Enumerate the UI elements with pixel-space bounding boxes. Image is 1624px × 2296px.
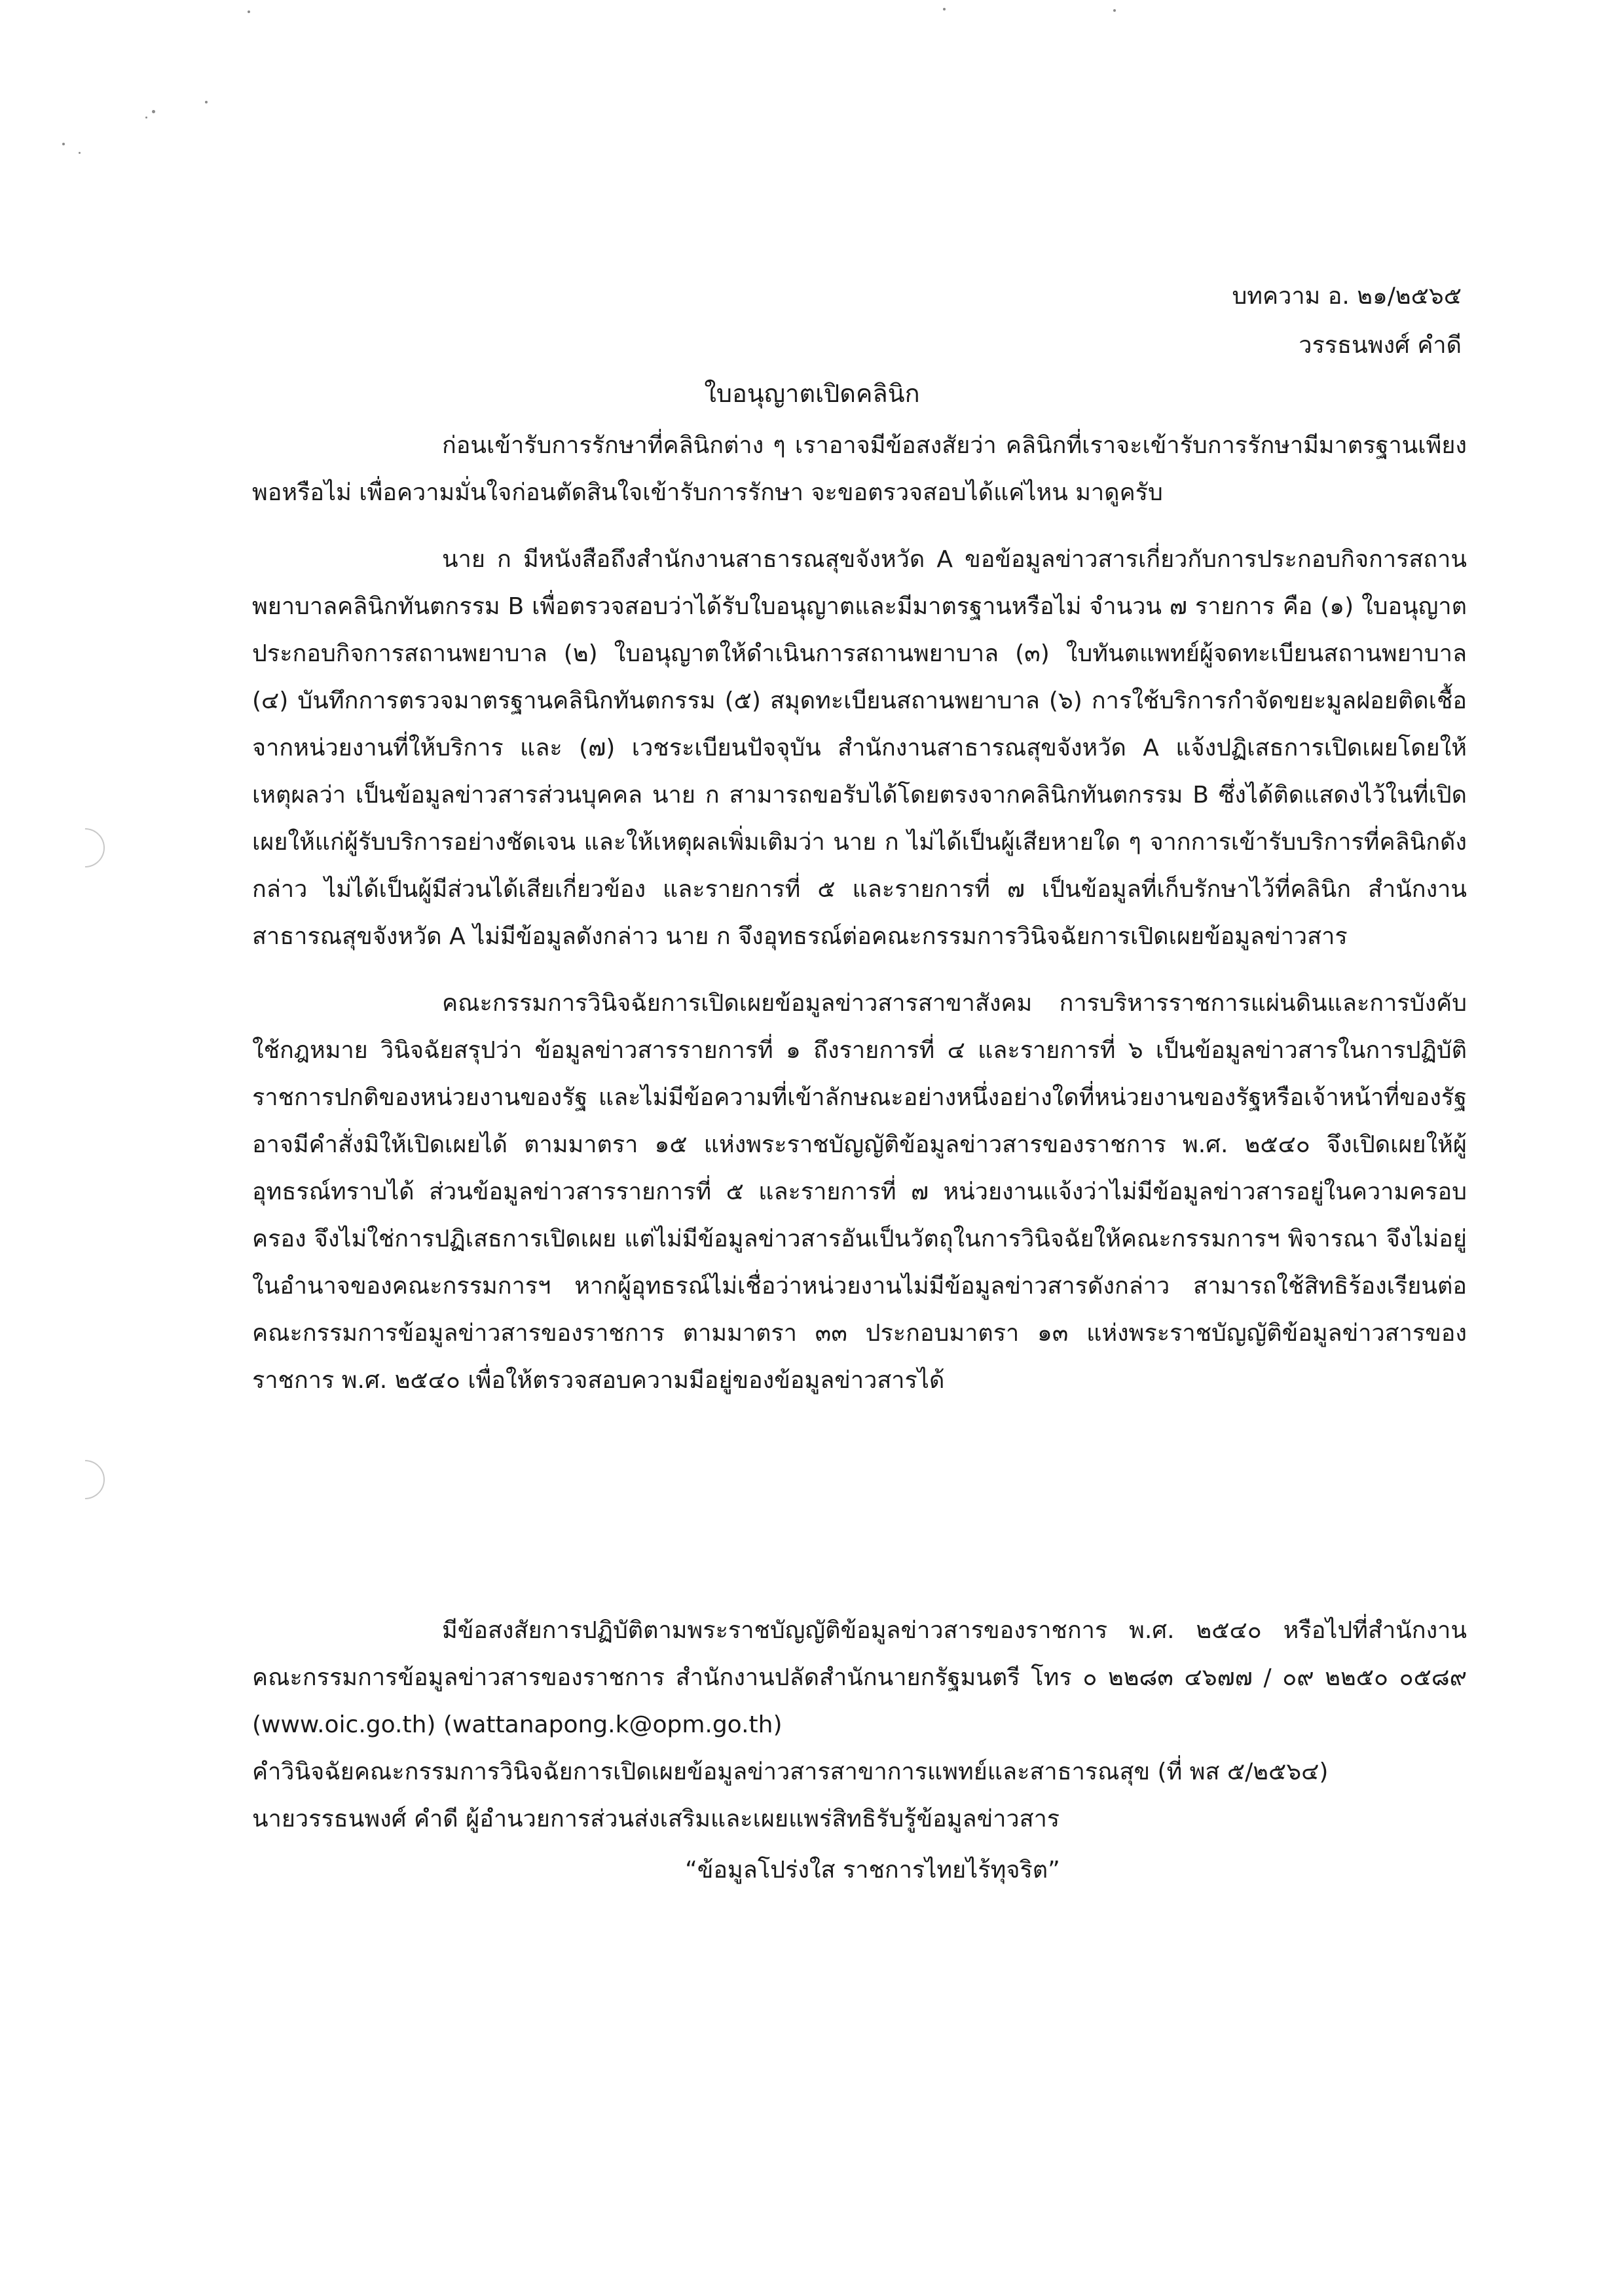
decision-reference: คำวินิจฉัยคณะกรรมการวินิจฉัยการเปิดเผยข้อมูลข่าวสารสาขาการแพทย์และสาธารณสุข (ที่ พส ๕/๒๕๖๔) bbox=[252, 1758, 1329, 1785]
scan-speck bbox=[205, 101, 208, 103]
scan-speck bbox=[62, 143, 65, 145]
article-body bbox=[252, 422, 1467, 1404]
punch-hole-mark bbox=[58, 1452, 113, 1508]
article-header bbox=[1232, 272, 1462, 370]
article-ref-number: บทความ อ. ๒๑/๒๕๖๕ bbox=[1232, 283, 1462, 310]
scan-speck bbox=[943, 8, 946, 10]
case-paragraph: นาย ก มีหนังสือถึงสำนักงานสาธารณสุขจังหวัด A ขอข้อมูลข่าวสารเกี่ยวกับการประกอบกิจการสถานพยาบาลคลินิกทันตกรรม B เพื่อตรวจสอบว่าได้รับใบอนุญาตและมีมาตรฐานหรือไม่ จำนวน ๗ รายการ คือ (๑) ใบอนุญาตประกอบกิจการสถานพยาบาล (๒) ใบอนุญาตให้ดำเนินการสถานพยาบาล (๓) ใบทันตแพทย์ผู้จดทะเบียนสถานพยาบาล (๔) บันทึกการตรวจมาตรฐานคลินิกทันตกรรม (๕) สมุดทะเบียนสถานพยาบาล (๖) การใช้บริการกำจัดขยะมูลฝอยติดเชื้อจากหน่วยงานที่ให้บริการ และ (๗) เวชระเบียนปัจจุบัน สำนักงานสาธารณสุขจังหวัด A แจ้งปฏิเสธการเปิดเผยโดยให้เหตุผลว่า เป็นข้อมูลข่าวสารส่วนบุคคล นาย ก สามารถขอรับได้โดยตรงจากคลินิกทันตกรรม B ซึ่งได้ติดแสดงไว้ในที่เปิดเผยให้แก่ผู้รับบริการอย่างชัดเจน และให้เหตุผลเพิ่มเติมว่า นาย ก ไม่ได้เป็นผู้เสียหายใด ๆ จากการเข้ารับบริการที่คลินิกดังกล่าว ไม่ได้เป็นผู้มีส่วนได้เสียเกี่ยวข้อง และรายการที่ ๕ และรายการที่ ๗ เป็นข้อมูลที่เก็บรักษาไว้ที่คลินิก สำนักงานสาธารณสุขจังหวัด A ไม่มีข้อมูลดังกล่าว นาย ก จึงอุทธรณ์ต่อคณะกรรมการวินิจฉัยการเปิดเผยข้อมูลข่าวสาร bbox=[252, 546, 1467, 950]
article-footer bbox=[252, 1607, 1467, 1894]
author-signature: นายวรรธนพงศ์ คำดี ผู้อำนวยการส่วนส่งเสริมและเผยแพร่สิทธิรับรู้ข้อมูลข่าวสาร bbox=[252, 1806, 1060, 1832]
scan-speck bbox=[1113, 9, 1116, 12]
contact-paragraph: มีข้อสงสัยการปฏิบัติตามพระราชบัญญัติข้อมูลข่าวสารของราชการ พ.ศ. ๒๕๔๐ หรือไปที่สำนักงานคณะกรรมการข้อมูลข่าวสารของราชการ สำนักงานปลัดสำนักนายกรัฐมนตรี โทร ๐ ๒๒๘๓ ๔๖๗๗ / ๐๙ ๒๒๕๐ ๐๕๘๙ (www.oic.go.th) (wattanapong.k@opm.go.th) bbox=[252, 1617, 1467, 1738]
intro-paragraph: ก่อนเข้ารับการรักษาที่คลินิกต่าง ๆ เราอาจมีข้อสงสัยว่า คลินิกที่เราจะเข้ารับการรักษามีมาตรฐานเพียงพอหรือไม่ เพื่อความมั่นใจก่อนตัดสินใจเข้ารับการรักษา จะขอตรวจสอบได้แค่ไหน มาดูครับ bbox=[252, 432, 1467, 506]
scan-speck bbox=[152, 110, 155, 113]
article-author: วรรธนพงศ์ คำดี bbox=[1299, 332, 1462, 359]
punch-hole-mark bbox=[58, 820, 113, 876]
article-title: ใบอนุญาตเปิดคลินิก bbox=[704, 379, 920, 408]
scan-speck bbox=[79, 152, 81, 154]
decision-paragraph: คณะกรรมการวินิจฉัยการเปิดเผยข้อมูลข่าวสารสาขาสังคม การบริหารราชการแผ่นดินและการบังคับใช้กฎหมาย วินิจฉัยสรุปว่า ข้อมูลข่าวสารรายการที่ ๑ ถึงรายการที่ ๔ และรายการที่ ๖ เป็นข้อมูลข่าวสารในการปฏิบัติราชการปกติของหน่วยงานของรัฐ และไม่มีข้อความที่เข้าลักษณะอย่างหนึ่งอย่างใดที่หน่วยงานของรัฐหรือเจ้าหน้าที่ของรัฐอาจมีคำสั่งมิให้เปิดเผยได้ ตามมาตรา ๑๕ แห่งพระราชบัญญัติข้อมูลข่าวสารของราชการ พ.ศ. ๒๕๔๐ จึงเปิดเผยให้ผู้อุทธรณ์ทราบได้ ส่วนข้อมูลข่าวสารรายการที่ ๕ และรายการที่ ๗ หน่วยงานแจ้งว่าไม่มีข้อมูลข่าวสารอยู่ในความครอบครอง จึงไม่ใช่การปฏิเสธการเปิดเผย แต่ไม่มีข้อมูลข่าวสารอันเป็นวัตถุในการวินิจฉัยให้คณะกรรมการฯ พิจารณา จึงไม่อยู่ในอำนาจของคณะกรรมการฯ หากผู้อุทธรณ์ไม่เชื่อว่าหน่วยงานไม่มีข้อมูลข่าวสารดังกล่าว สามารถใช้สิทธิร้องเรียนต่อคณะกรรมการข้อมูลข่าวสารของราชการ ตามมาตรา ๓๓ ประกอบมาตรา ๑๓ แห่งพระราชบัญญัติข้อมูลข่าวสารของราชการ พ.ศ. ๒๕๔๐ เพื่อให้ตรวจสอบความมีอยู่ของข้อมูลข่าวสารได้ bbox=[252, 990, 1467, 1394]
scan-speck bbox=[145, 117, 147, 118]
scan-speck bbox=[248, 10, 250, 13]
slogan: “ข้อมูลโปร่งใส ราชการไทยไร้ทุจริต” bbox=[685, 1857, 1060, 1884]
